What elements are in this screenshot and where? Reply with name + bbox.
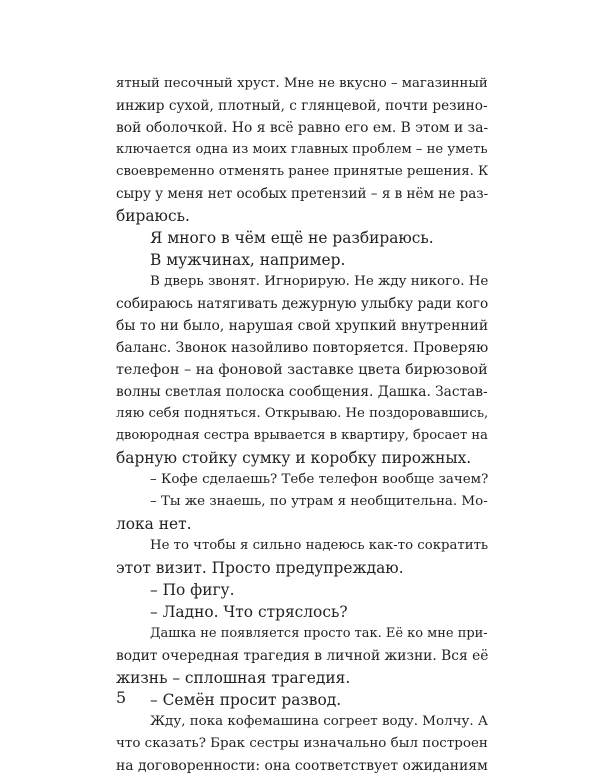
text-line: вой оболочкой. Но я всё равно его ем. В этом и за-: [116, 120, 489, 136]
page-number: 5: [116, 688, 127, 707]
text-line: В дверь звонят. Игнорирую. Не жду никого. Не: [150, 274, 489, 289]
text-line: сыру у меня нет особых претензий – я в нём не раз-: [116, 186, 489, 202]
text-line: этот визит. Просто предупреждаю.: [116, 559, 404, 577]
text-line: В мужчинах, например.: [150, 251, 346, 269]
text-line: что сказать? Брак сестры изначально был построен: [116, 736, 488, 751]
text-line: инжир сухой, плотный, с глянцевой, почти резино-: [116, 98, 488, 114]
text-line: своевременно отменять ранее принятые решения. К: [116, 164, 489, 179]
text-line: – Ты же знаешь, по утрам я необщительна. Мо-: [150, 494, 488, 509]
text-line: водит очередная трагедия в личной жизни. Вся её: [116, 648, 489, 664]
text-line: на договоренности: она соответствует ожиданиям: [116, 758, 488, 774]
text-line: баланс. Звонок назойливо повторяется. Проверяю: [116, 340, 489, 356]
text-line: барную стойку сумку и коробку пирожных.: [116, 449, 472, 467]
text-line: Дашка не появляется просто так. Её ко мне при-: [150, 626, 488, 641]
text-line: Я много в чём ещё не разбираюсь.: [150, 229, 434, 247]
text-line: двоюродная сестра врывается в квартиру, бросает на: [116, 428, 488, 443]
text-line: бы то ни было, нарушая свой хрупкий внутренний: [116, 318, 489, 334]
text-line: ляю себя подняться. Открываю. Не поздоровавшись,: [116, 406, 489, 421]
text-line: – Семён просит развод.: [150, 691, 342, 709]
text-line: – Ладно. Что стряслось?: [150, 603, 348, 621]
text-line: ятный песочный хруст. Мне не вкусно – магазинный: [116, 76, 488, 91]
text-line: телефон – на фоновой заставке цвета бирюзовой: [116, 362, 488, 378]
text-line: Жду, пока кофемашина согреет воду. Молчу. А: [150, 714, 489, 729]
text-line: Не то чтобы я сильно надеюсь как-то сократить: [150, 538, 489, 553]
text-line: ключается одна из моих главных проблем – не уметь: [116, 142, 488, 157]
text-line: – По фигу.: [150, 581, 235, 599]
text-line: лока нет.: [116, 515, 192, 533]
text-line: жизнь – сплошная трагедия.: [116, 669, 351, 687]
text-line: собираюсь натягивать дежурную улыбку ради кого: [116, 296, 489, 312]
text-line: – Кофе сделаешь? Тебе телефон вообще зачем?: [150, 472, 489, 487]
text-line: волны светлая полоска сообщения. Дашка. Застав-: [116, 384, 488, 400]
text-line: бираюсь.: [116, 207, 190, 225]
